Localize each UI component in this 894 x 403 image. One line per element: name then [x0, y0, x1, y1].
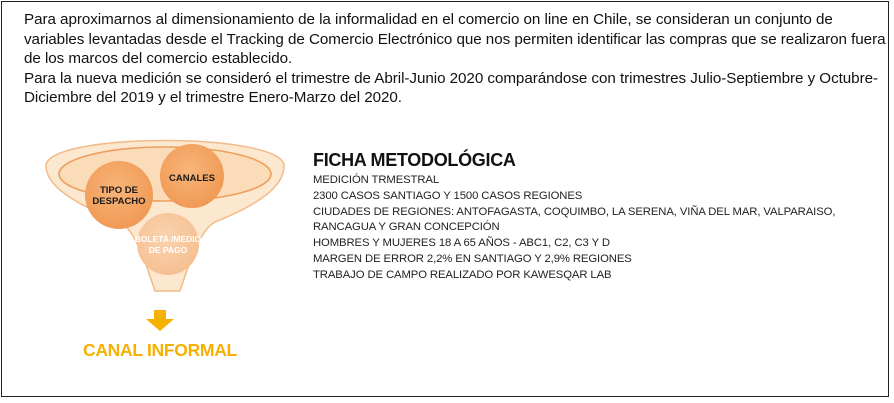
boleta-label: BOLETA /MEDIO DE PAGO [134, 234, 202, 255]
ficha-item: CIUDADES DE REGIONES: ANTOFAGASTA, COQUIMBO, LA SERENA, VIÑA DEL MAR, VALPARAISO, [313, 205, 836, 218]
ficha-item: RANCAGUA Y GRAN CONCEPCIÓN [313, 221, 500, 234]
ficha-item: TRABAJO DE CAMPO REALIZADO POR KAWESQAR LAB [313, 268, 612, 281]
ficha-title: FICHA METODOLÓGICA [313, 150, 516, 170]
ficha-metodologica [313, 150, 883, 284]
ficha-item: MEDICIÓN TRMESTRAL [313, 174, 440, 186]
canal-informal-label: CANAL INFORMAL [83, 340, 237, 360]
ficha-items [313, 173, 883, 284]
down-arrow-icon [146, 310, 174, 331]
intro-paragraph-2: Para la nueva medición se consideró el trimestre de Abril-Junio 2020 comparándose con trimestres Julio-Septiembre y Octubre-Diciembre del 2019 y el trimestre Enero-Marzo del 2020. [24, 69, 878, 107]
ficha-item: HOMBRES Y MUJERES 18 A 65 AÑOS - ABC1, C2, C3 Y D [313, 237, 610, 250]
canales-label: CANALES [169, 173, 215, 184]
ficha-item: MARGEN DE ERROR 2,2% EN SANTIAGO Y 2,9% REGIONES [313, 252, 632, 265]
intro-paragraph-1: Para aproximarnos al dimensionamiento de la informalidad en el comercio on line en Chile, se consideran un conjunto de variables levantadas desde el Tracking de Comercio Electrónico que nos permiten identificar las compras que se realizaron fuera de los marcos del comercio establecido. [24, 11, 886, 68]
funnel-diagram [40, 126, 290, 370]
ficha-item: 2300 CASOS SANTIAGO Y 1500 CASOS REGIONES [313, 189, 583, 202]
tipo-despacho-label: TIPO DE DESPACHO [92, 185, 146, 207]
intro-text [24, 10, 886, 108]
